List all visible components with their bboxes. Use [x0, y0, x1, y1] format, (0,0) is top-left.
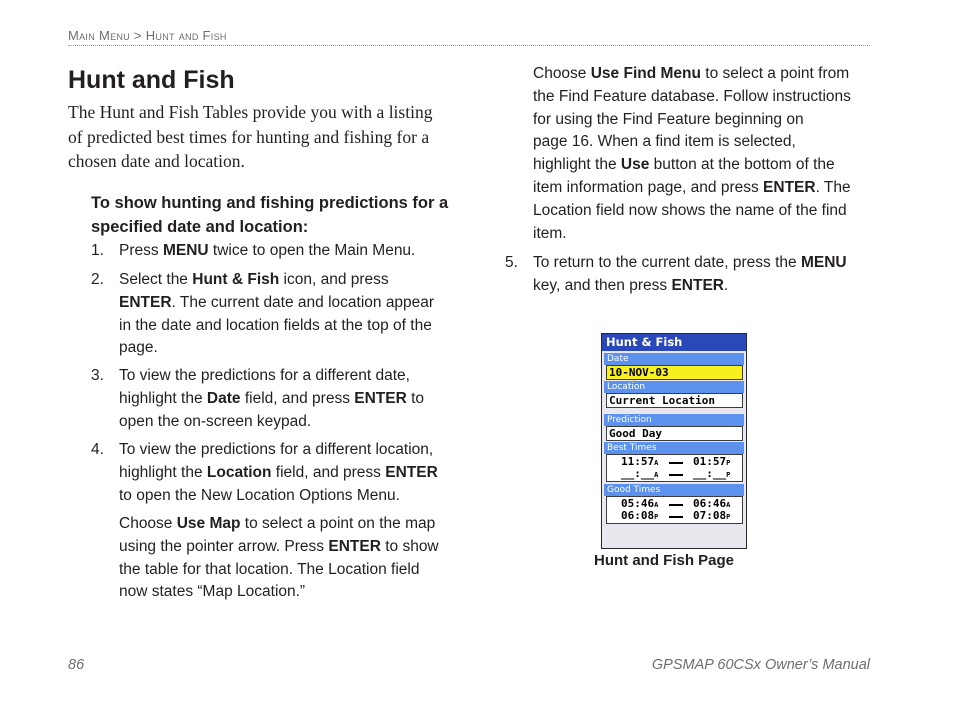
time-range-dash — [669, 474, 683, 476]
header-divider — [68, 45, 870, 46]
good-time-2-start: 06:08P — [621, 509, 659, 522]
step-text: Press MENU twice to open the Main Menu. — [119, 242, 416, 259]
breadcrumb-separator: > — [133, 28, 142, 43]
good-times-box — [606, 496, 743, 524]
good-time-2-end: 07:08P — [693, 509, 731, 522]
step-number: 1. — [91, 242, 104, 259]
good-times-label: Good Times — [604, 484, 744, 496]
manual-title: GPSMAP 60CSx Owner’s Manual — [651, 657, 870, 673]
date-label: Date — [604, 353, 744, 365]
best-times-box — [606, 454, 743, 482]
figure-caption: Hunt and Fish Page — [594, 552, 735, 569]
step-number: 5. — [505, 254, 518, 271]
page-number: 86 — [68, 657, 85, 673]
device-title-bar: Hunt & Fish — [602, 334, 746, 351]
step-2 — [91, 269, 461, 361]
time-range-dash — [669, 462, 683, 464]
breadcrumb — [68, 28, 227, 43]
date-field[interactable]: 10-NOV-03 — [606, 365, 743, 380]
prediction-field: Good Day — [606, 426, 743, 441]
best-time-1-end: 01:57P — [693, 455, 731, 468]
best-times-label: Best Times — [604, 442, 744, 454]
step-5 — [505, 252, 875, 300]
best-time-1-start: 11:57A — [621, 455, 659, 468]
procedure-heading: To show hunting and fishing predictions for a specified date and location: — [91, 194, 449, 236]
step-number: 4. — [91, 441, 104, 458]
location-field[interactable]: Current Location — [606, 393, 743, 408]
best-time-2-start: __:__A — [621, 467, 659, 480]
time-range-dash — [669, 516, 683, 518]
page-title: Hunt and Fish — [68, 66, 235, 94]
step-text: To view the predictions for a different date, highlight the Date field, and press ENTER to open the on-screen keypad. — [119, 367, 425, 430]
hunt-fish-device-screen — [601, 333, 747, 549]
good-time-1-end: 06:46A — [693, 497, 731, 510]
step-4 — [91, 439, 461, 509]
use-map-paragraph: Choose Use Map to select a point on the map using the pointer arrow. Press ENTER to show the table for that location. The Location field now states “Map Location.” — [119, 515, 439, 601]
step-3 — [91, 365, 461, 435]
step-text: To view the predictions for a different location, highlight the Location field, and press ENTER to open the New Location Options Menu. — [119, 441, 438, 504]
prediction-label: Prediction — [604, 414, 744, 426]
use-find-menu-paragraph: Choose Use Find Menu to select a point from the Find Feature database. Follow instructions for using the Find Feature beginning on page 16. When a find item is selected, highlight the Use button at the bottom of the item information page, and press ENTER. The Location field now shows the name of the find item. — [533, 65, 851, 242]
intro-paragraph: The Hunt and Fish Tables provide you with a listing of predicted best times for hunting and fishing for a chosen date and location. — [68, 102, 433, 171]
breadcrumb-page: Hunt and Fish — [145, 28, 227, 43]
step-text: Select the Hunt & Fish icon, and press ENTER. The current date and location appear in the date and location fields at the top of the page. — [119, 271, 435, 357]
best-time-2-end: __:__P — [693, 467, 731, 480]
time-range-dash — [669, 504, 683, 506]
good-time-1-start: 05:46A — [621, 497, 659, 510]
step-1 — [91, 240, 461, 264]
breadcrumb-section: Main Menu — [68, 28, 130, 43]
step-number: 2. — [91, 271, 104, 288]
location-label: Location — [604, 381, 744, 393]
step-text: To return to the current date, press the MENU key, and then press ENTER. — [533, 254, 847, 294]
step-number: 3. — [91, 367, 104, 384]
